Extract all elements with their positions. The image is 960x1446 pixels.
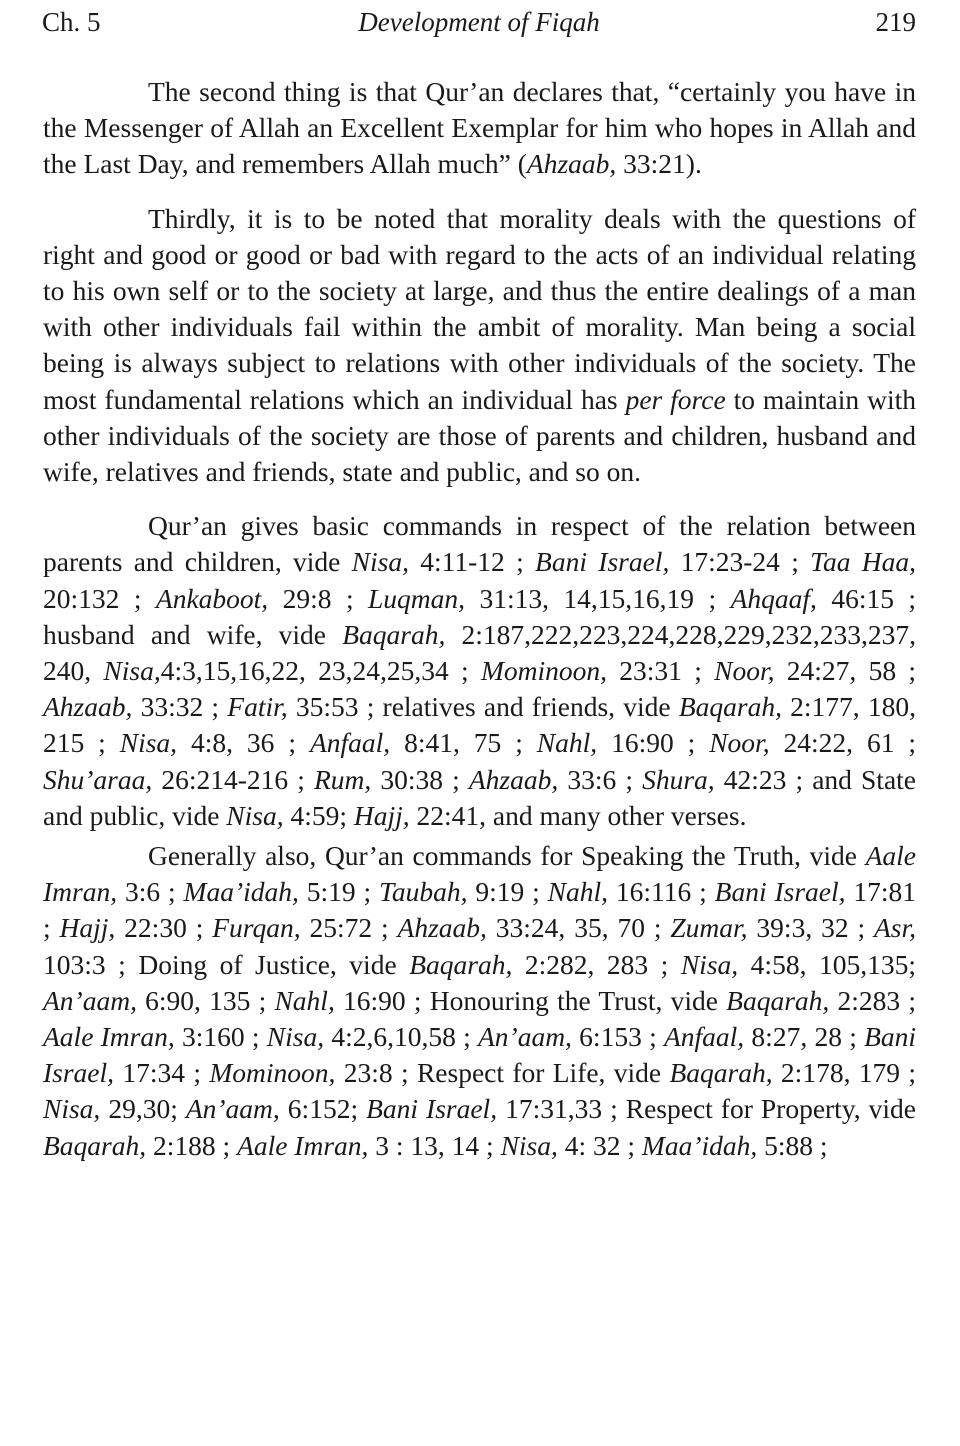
text-run: 23:8 ; Respect for Life, vide xyxy=(335,1057,670,1089)
text-run: 4:58, 105,135; xyxy=(738,948,916,980)
citation-name: Nahl, xyxy=(536,727,598,759)
citation-name: Nisa, xyxy=(103,655,161,687)
text-run: 4:59; xyxy=(283,799,354,831)
text-run: 16:90 ; Honouring the Trust, vide xyxy=(334,984,727,1016)
citation-name: Bani Israel, xyxy=(43,1021,917,1089)
text-run: 35:53 ; relatives and friends, vide xyxy=(287,691,679,723)
text-run: 5:19 ; xyxy=(298,876,380,908)
citation-name: Hajj, xyxy=(353,799,410,831)
text-run: 17:34 ; xyxy=(114,1057,210,1089)
citation-name: per force xyxy=(625,383,726,415)
citation-name: Ahqaaf, xyxy=(730,582,817,614)
citation-name: Ahzaab, xyxy=(526,148,617,180)
citation-name: Anfaal, xyxy=(309,727,391,759)
text-run: 4:2,6,10,58 ; xyxy=(324,1021,478,1053)
text-run: 29,30; xyxy=(100,1093,186,1125)
paragraph-second-thing xyxy=(43,74,916,183)
text-run: 42:23 ; and State and public, vide xyxy=(43,763,916,831)
citation-name: Ankaboot, xyxy=(155,582,269,614)
chapter-label: Ch. 5 xyxy=(42,7,101,37)
citation-name: Zumar, xyxy=(670,912,748,944)
text-run: 33:32 ; xyxy=(132,691,228,723)
citation-name: Asr, xyxy=(874,912,917,944)
citation-name: Nisa, xyxy=(500,1129,558,1161)
text-run: to maintain with other individuals of the society are those of parents and children, husband and wife, relatives and friends, state and public, and so on. xyxy=(43,383,916,488)
citation-name: Nahl, xyxy=(547,876,608,908)
text-run: 8:41, 75 ; xyxy=(390,727,537,759)
citation-name: Mominoon, xyxy=(480,655,608,687)
citation-name: Luqman, xyxy=(368,582,466,614)
text-run: 6:153 ; xyxy=(571,1021,664,1053)
text-run: 4:3,15,16,22, 23,24,25,34 ; xyxy=(160,655,481,687)
citation-name: Baqarah, xyxy=(726,984,830,1016)
text-run: 6:152; xyxy=(279,1093,367,1125)
citation-name: Nisa, xyxy=(266,1021,325,1053)
text-run: 9:19 ; xyxy=(467,876,548,908)
text-run: 33:21). xyxy=(616,148,702,180)
text-run: 2:187,222,223,224,228,229,232,233,237, 240, xyxy=(43,618,917,687)
citation-name: Anfaal, xyxy=(663,1021,745,1053)
text-run: 31:13, 14,15,16,19 ; xyxy=(465,582,731,614)
text-run: 4: 32 ; xyxy=(557,1129,642,1161)
citation-name: Furqan, xyxy=(212,912,301,944)
citation-name: Maa’idah, xyxy=(641,1129,758,1161)
text-run: 103:3 ; Doing of Justice, vide xyxy=(43,948,410,980)
citation-name: Taubah, xyxy=(379,876,468,908)
text-run: 3:160 ; xyxy=(174,1021,267,1053)
citation-name: An’aam, xyxy=(477,1021,572,1053)
citation-name: Noor, xyxy=(709,727,770,759)
text-run: 3 : 13, 14 ; xyxy=(368,1129,501,1161)
citation-name: Baqarah, xyxy=(342,618,446,650)
text-run: The second thing is that Qur’an declares that, “certainly you have in the Messenger of Allah an Excellent Exemplar for him who hopes in Allah and the Last Day, and remembers Allah much” ( xyxy=(43,76,916,180)
text-run: 2:177, 180, 215 ; xyxy=(43,691,916,759)
citation-name: Bani Israel, xyxy=(535,546,670,578)
text-run: Thirdly, it is to be noted that morality deals with the questions of right and good or good or bad with regard to the acts of an individual relating to his own self or to the society at large, and thus the entire dealings of a man with other individuals fail within the ambit of morality. Man being a social being is always subject to relations with other individuals of the society. The most fundamental relations which an individual has xyxy=(43,202,916,415)
text-run: 26:214-216 ; xyxy=(152,763,314,795)
citation-name: Nisa, xyxy=(43,1093,101,1125)
citation-name: Bani Israel, xyxy=(714,876,846,908)
text-run: 6:90, 135 ; xyxy=(136,984,275,1016)
citation-name: Baqarah, xyxy=(43,1129,147,1161)
text-run: 4:8, 36 ; xyxy=(177,727,310,759)
text-run: 17:31,33 ; Respect for Property, vide xyxy=(497,1093,917,1125)
text-run: 39:3, 32 ; xyxy=(747,912,874,944)
text-run: 22:41, and many other verses. xyxy=(409,799,747,831)
text-run: 22:30 ; xyxy=(115,912,213,944)
citation-name: Baqarah, xyxy=(678,691,782,723)
text-run: 16:90 ; xyxy=(597,727,710,759)
text-run: 33:6 ; xyxy=(558,763,643,795)
citation-name: Aale Imran, xyxy=(43,1021,175,1053)
paragraph-thirdly xyxy=(43,201,916,491)
text-run: 17:23-24 ; xyxy=(669,546,811,578)
citation-name: Baqarah, xyxy=(669,1057,773,1089)
running-title: Development of Fiqah xyxy=(358,7,600,37)
text-run: 46:15 ; husband and wife, vide xyxy=(43,582,917,650)
citation-name: Taa Haa, xyxy=(810,546,916,578)
citation-name: Baqarah, xyxy=(409,948,513,980)
text-run: 30:38 ; xyxy=(371,763,469,795)
page-body xyxy=(43,74,916,1164)
citation-name: An’aam, xyxy=(185,1093,280,1125)
citation-name: Rum, xyxy=(313,763,372,795)
text-run: 3:6 ; xyxy=(117,876,184,908)
text-run: 2:178, 179 ; xyxy=(772,1057,917,1089)
text-run: 17:81 ; xyxy=(43,876,917,944)
citation-name: Noor, xyxy=(714,655,775,687)
citation-name: Ahzaab, xyxy=(43,691,133,723)
citation-name: Ahzaab, xyxy=(397,912,487,944)
citation-name: Nahl, xyxy=(274,984,335,1016)
text-run: 33:24, 35, 70 ; xyxy=(486,912,671,944)
citation-name: Mominoon, xyxy=(209,1057,336,1089)
paragraph-generally xyxy=(43,838,916,1164)
citation-name: Bani Israel, xyxy=(366,1093,498,1125)
text-run: 8:27, 28 ; xyxy=(744,1021,865,1053)
citation-name: An’aam, xyxy=(43,984,137,1016)
page-number: 219 xyxy=(875,7,916,37)
text-run: 24:22, 61 ; xyxy=(769,727,917,759)
text-run: 23:31 ; xyxy=(607,655,715,687)
text-run: 24:27, 58 ; xyxy=(774,655,917,687)
text-run: 2:188 ; xyxy=(146,1129,238,1161)
text-run: Generally also, Qur’an commands for Speaking the Truth, vide xyxy=(148,840,866,872)
text-run: 20:132 ; xyxy=(43,582,156,614)
citation-name: Nisa, xyxy=(226,799,284,831)
citation-name: Maa’idah, xyxy=(183,876,299,908)
citation-name: Nisa, xyxy=(119,727,178,759)
citation-name: Shu’araa, xyxy=(43,763,153,795)
citation-name: Fatir, xyxy=(227,691,288,723)
citation-name: Aale Imran, xyxy=(237,1129,369,1161)
paragraph-basic-commands xyxy=(43,508,916,834)
citation-name: Hajj, xyxy=(59,912,116,944)
citation-name: Aale Imran, xyxy=(43,840,916,908)
citation-name: Ahzaab, xyxy=(468,763,559,795)
text-run: 4:11-12 ; xyxy=(408,546,536,578)
text-run: 25:72 ; xyxy=(300,912,398,944)
citation-name: Nisa, xyxy=(680,948,739,980)
text-run: 2:283 ; xyxy=(829,984,917,1016)
citation-name: Shura, xyxy=(642,763,715,795)
text-run: 29:8 ; xyxy=(268,582,369,614)
text-run: 16:116 ; xyxy=(607,876,715,908)
text-run: 5:88 ; xyxy=(757,1129,828,1161)
running-header xyxy=(42,4,916,40)
text-run: 2:282, 283 ; xyxy=(512,948,681,980)
text-run: Qur’an gives basic commands in respect of the relation between parents and children, vide xyxy=(43,510,916,578)
citation-name: Nisa, xyxy=(351,546,409,578)
